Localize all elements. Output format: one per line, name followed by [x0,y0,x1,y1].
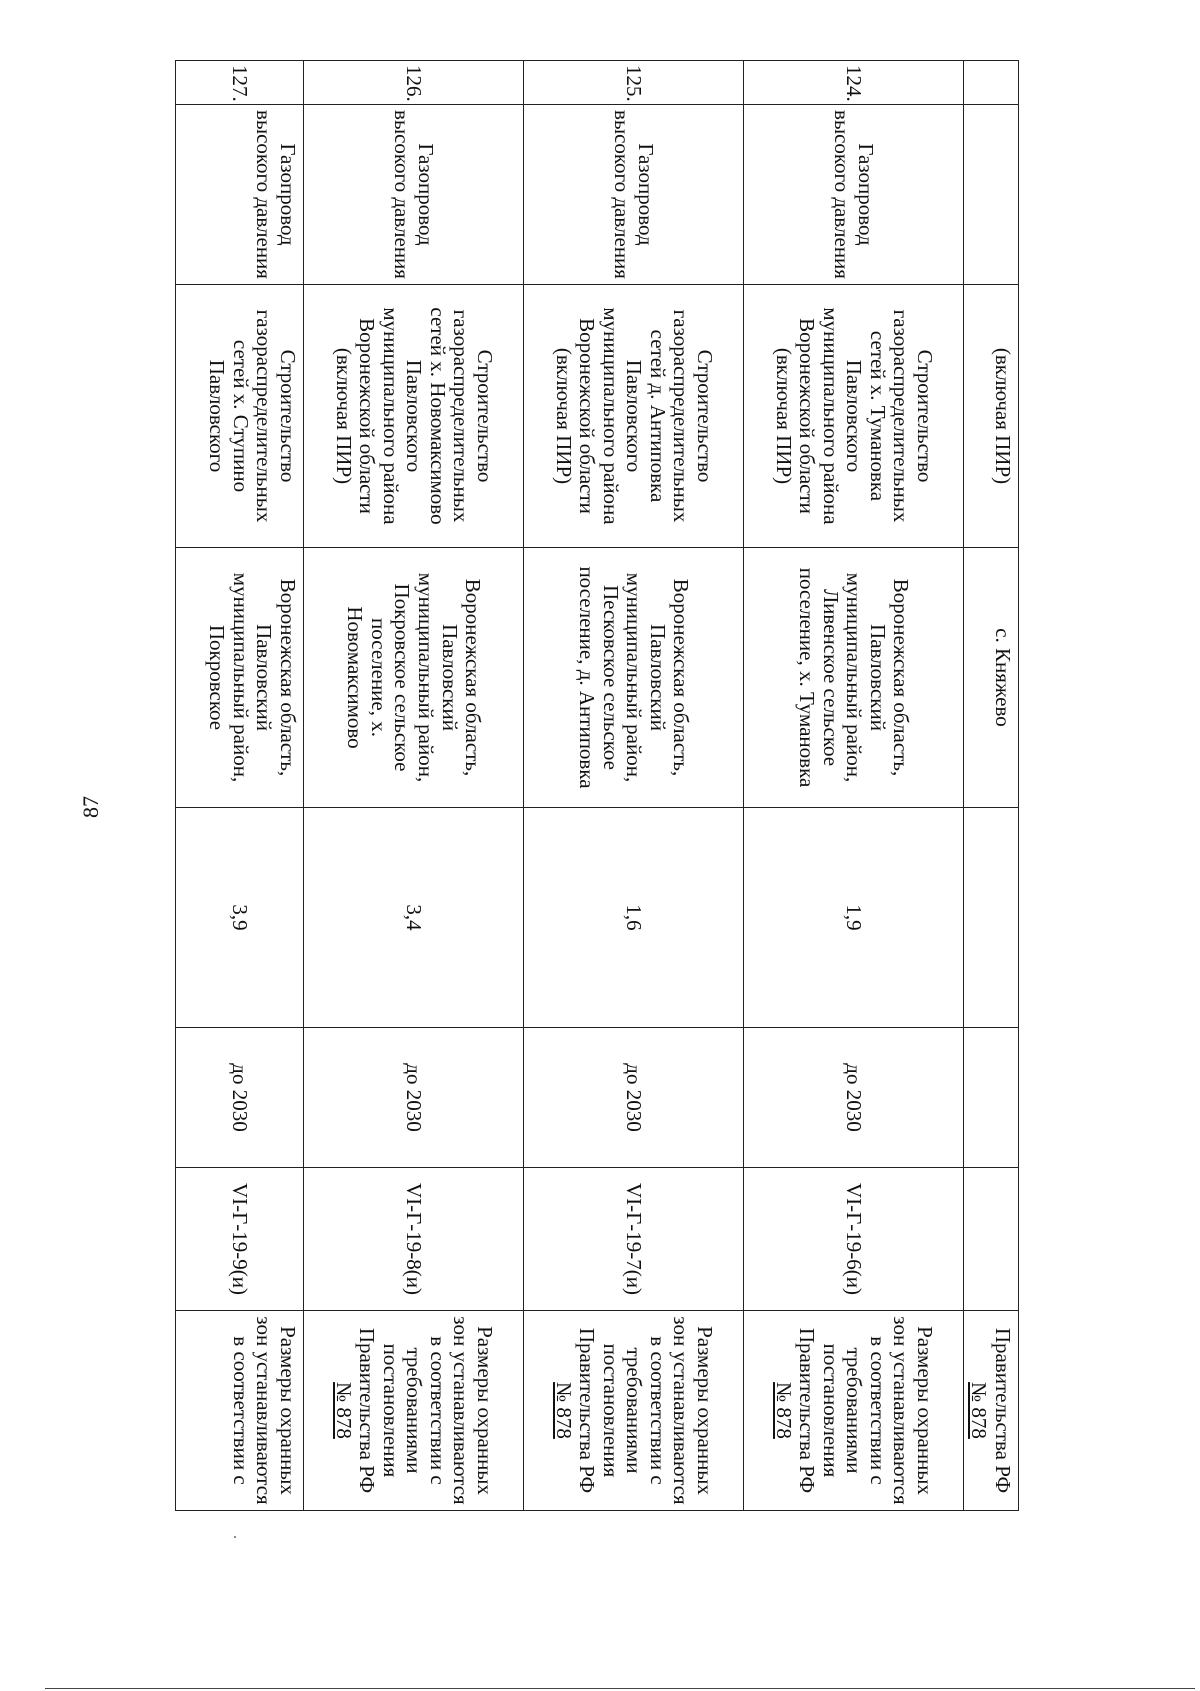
note-number: № 878 [967,1382,992,1439]
cell-term: до 2030 [744,1028,964,1168]
cell-location: Воронежская область, Павловский муниципальный район, Песковское сельское поселение, д. Антиповка [524,548,744,808]
cell-location: Воронежская область, Павловский муниципальный район, Покровское сельское поселение, х. Новомаксимово [304,548,524,808]
cell-number [964,61,1019,105]
cell-length: 3,9 [176,808,304,1028]
cell-location: Воронежская область, Павловский муниципальный район, Ливенское сельское поселение, х. Тумановка [744,548,964,808]
table-row [744,61,964,1511]
cell-note [744,1311,964,1511]
cell-note [964,1311,1019,1511]
cell-note [304,1311,524,1511]
cell-name: Газопровод высокого давления [524,105,744,285]
rotated-table-sheet [176,60,1019,1510]
cell-code: VI-Г-19-8(и) [304,1168,524,1311]
note-number: № 878 [331,1382,356,1439]
objects-table [175,60,1019,1511]
cell-name: Газопровод высокого давления [176,105,304,285]
cell-term [964,1028,1019,1168]
cell-number: 126. [304,61,524,105]
cell-term: до 2030 [176,1028,304,1168]
cell-code: VI-Г-19-6(и) [744,1168,964,1311]
cell-note [524,1311,744,1511]
cell-purpose: Строительство газораспределительных сетей х. Новомаксимово Павловского муниципального района Воронежской области (включая ПИР) [304,285,524,548]
cell-length: 3,4 [304,808,524,1028]
note-number: № 878 [551,1382,576,1439]
continuation-row [964,61,1019,1511]
cell-location: с. Княжево [964,548,1019,808]
cell-note [176,1311,304,1511]
note-number: № 878 [771,1382,796,1439]
cell-term: до 2030 [524,1028,744,1168]
cell-number: 125. [524,61,744,105]
cell-location: Воронежская область, Павловский муниципальный район, Покровское [176,548,304,808]
cell-purpose: (включая ПИР) [964,285,1019,548]
note-text: Правительства РФ [991,1327,1015,1494]
table-row [524,61,744,1511]
table-row [176,61,304,1511]
cell-term: до 2030 [304,1028,524,1168]
cell-number: 127. [176,61,304,105]
note-text: Размеры охранных зон устанавливаются в соответствии с требованиями постановления Правительства РФ [355,1316,497,1505]
cell-number: 124. [744,61,964,105]
cell-name: Газопровод высокого давления [304,105,524,285]
cell-code: VI-Г-19-9(и) [176,1168,304,1311]
cell-length [964,808,1019,1028]
table-row [304,61,524,1511]
cell-length: 1,6 [524,808,744,1028]
cell-purpose: Строительство газораспределительных сетей д. Антиповка Павловского муниципального района Воронежской области (включая ПИР) [524,285,744,548]
scan-speck [234,1536,236,1538]
cell-length: 1,9 [744,808,964,1028]
note-text: Размеры охранных зон устанавливаются в соответствии с требованиями постановления Правительства РФ [795,1316,937,1505]
cell-name: Газопровод высокого давления [744,105,964,285]
cell-purpose: Строительство газораспределительных сетей х. Тумановка Павловского муниципального района Воронежской области (включая ПИР) [744,285,964,548]
cell-code [964,1168,1019,1311]
note-text: Размеры охранных зон устанавливаются в соответствии с [228,1316,300,1505]
bottom-rule [45,1688,1195,1689]
cell-purpose: Строительство газораспределительных сетей х. Ступино Павловского [176,285,304,548]
cell-code: VI-Г-19-7(и) [524,1168,744,1311]
note-text: Размеры охранных зон устанавливаются в соответствии с требованиями постановления Правительства РФ [575,1316,717,1505]
page-number: 87 [78,796,103,818]
cell-name [964,105,1019,285]
